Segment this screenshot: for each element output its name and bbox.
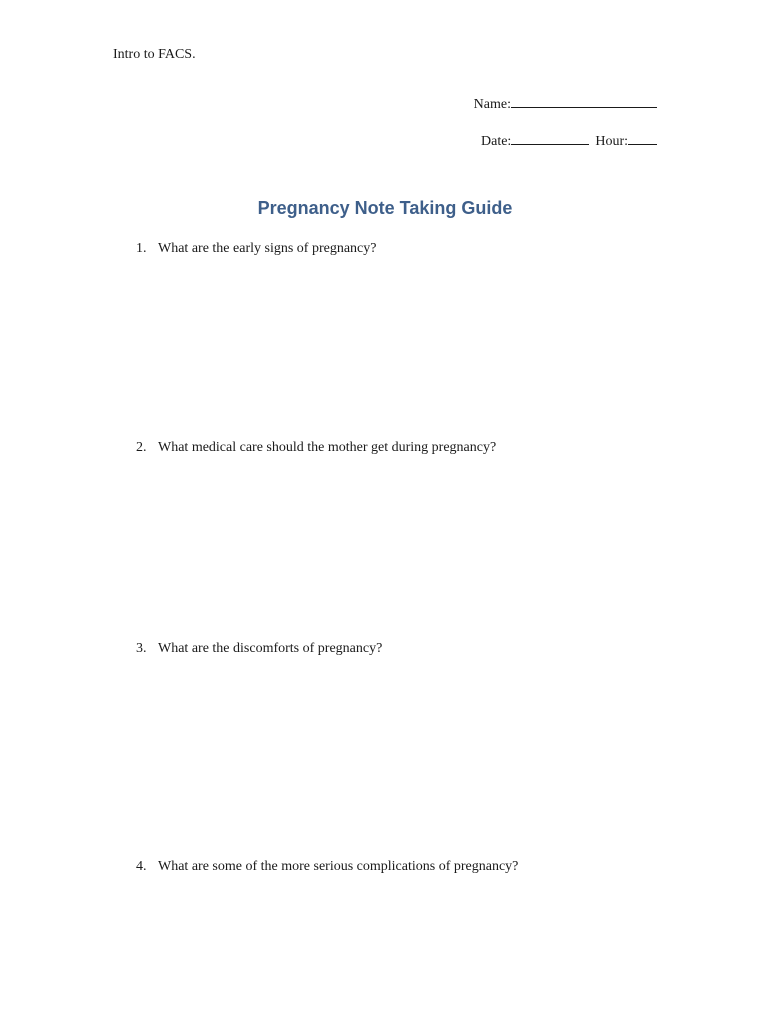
question-item	[136, 641, 382, 657]
page-title: Pregnancy Note Taking Guide	[257, 198, 513, 218]
question-item	[136, 241, 376, 257]
answer-area[interactable]	[158, 886, 658, 1016]
question-number: 1.	[136, 241, 147, 256]
date-blank[interactable]	[511, 131, 589, 145]
question-item	[136, 440, 496, 456]
question-number: 2.	[136, 440, 147, 455]
question-number: 3.	[136, 641, 147, 656]
answer-area[interactable]	[158, 668, 658, 848]
name-blank[interactable]	[511, 94, 657, 108]
name-field	[474, 94, 657, 113]
course-label: Intro to FACS.	[113, 47, 196, 62]
answer-area[interactable]	[158, 268, 658, 428]
hour-blank[interactable]	[628, 131, 657, 145]
date-label: Date:	[481, 134, 512, 149]
answer-area[interactable]	[158, 467, 658, 637]
question-text: What medical care should the mother get during pregnancy?	[158, 440, 497, 455]
date-hour-field	[481, 131, 657, 150]
question-text: What are some of the more serious complications of pregnancy?	[158, 859, 519, 874]
question-number: 4.	[136, 859, 147, 874]
question-item	[136, 859, 518, 875]
question-text: What are the early signs of pregnancy?	[158, 241, 377, 256]
hour-label: Hour:	[595, 134, 628, 149]
name-label: Name:	[473, 97, 511, 112]
question-text: What are the discomforts of pregnancy?	[158, 641, 383, 656]
